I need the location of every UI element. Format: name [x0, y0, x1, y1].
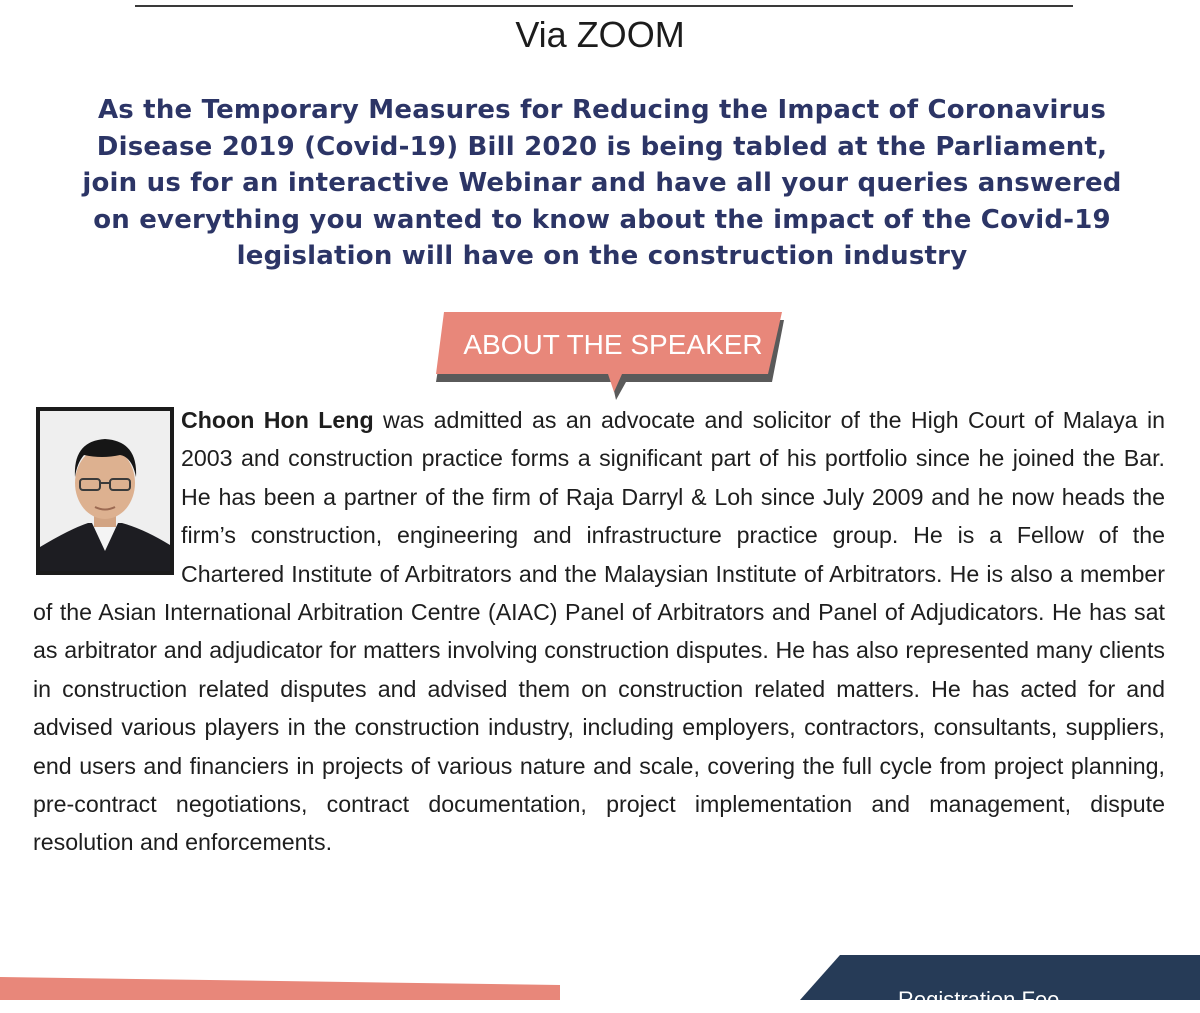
top-divider — [135, 5, 1073, 7]
intro-paragraph: As the Temporary Measures for Reducing the Impact of Coronavirus Disease 2019 (Covid-19) Bill 2020 is being tabled at the Parliament, join us for an interactive Webinar and have all your queries answered on everything you wanted to know about the impact of the Covid-19 legislation will have on the construction industry — [82, 95, 1122, 271]
registration-fee-label: Registration Fee — [898, 987, 1060, 1012]
photo-spacer — [33, 401, 181, 583]
event-platform: Via ZOOM — [515, 14, 685, 55]
speaker-bio — [33, 401, 1165, 862]
about-speaker-heading: ABOUT THE SPEAKER — [463, 329, 763, 360]
about-speaker-badge — [436, 312, 790, 400]
speaker-bio-text: was admitted as an advocate and solicitor of the High Court of Malaya in 2003 and construction practice forms a significant part of his portfolio since he joined the Bar. He has been a partner of the firm of Raja Darryl & Loh since July 2009 and he now heads the firm’s construction, engineering and infrastructure practice group. He is a Fellow of the Chartered Institute of Arbitrators and the Malaysian Institute of Arbitrators. He is also a member of the Asian International Arbitration Centre (AIAC) Panel of Arbitrators and Panel of Adjudicators. He has sat as arbitrator and adjudicator for matters involving construction disputes. He has also represented many clients in construction related disputes and advised them on construction related matters. He has acted for and advised various players in the construction industry, including employers, contractors, consultants, suppliers, end users and financiers in projects of various nature and scale, covering the full cycle from project planning, pre-contract negotiations, contract documentation, project implementation and management, dispute resolution and enforcements. — [33, 407, 1165, 856]
speaker-name: Choon Hon Leng — [181, 407, 374, 433]
